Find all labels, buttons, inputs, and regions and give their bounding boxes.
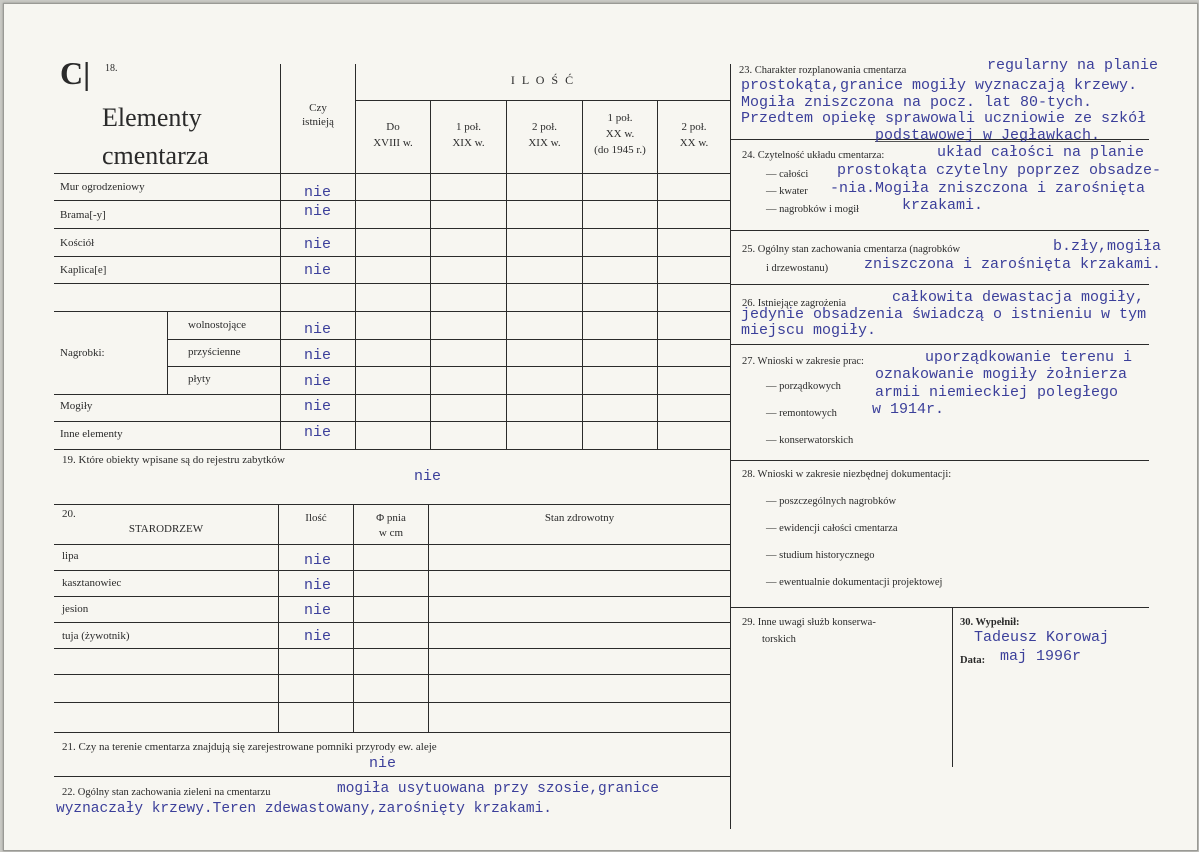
grid-line (506, 100, 507, 449)
q28-sub: — ewidencji całości cmentarza (766, 523, 898, 534)
grid-line (355, 100, 730, 101)
q26-line3: miejscu mogiły. (741, 322, 877, 339)
corner-number: 18. (105, 63, 118, 74)
row-value: nie (304, 203, 332, 220)
period-col-1: XVIII w. (373, 137, 413, 149)
q30-name: Tadeusz Korowaj (974, 629, 1110, 646)
grid-line (428, 504, 429, 732)
period-col-1: Do (386, 121, 400, 133)
q23-line2: prostokąta,granice mogiły wyznaczają krzewy. (741, 77, 1138, 94)
q28-label: 28. Wnioski w zakresie niezbędnej dokumentacji: (742, 469, 952, 480)
period-col-3: XIX w. (528, 137, 561, 149)
q22-line1: mogiła usytuowana przy szosie,granice (337, 781, 659, 797)
q24-sub: — nagrobków i mogił (766, 204, 860, 215)
q20-number: 20. (62, 508, 76, 520)
grid-line (54, 504, 730, 505)
q25-label2: i drzewostanu) (766, 263, 829, 274)
grid-line (167, 339, 730, 340)
q26-line1: całkowita dewastacja mogiły, (892, 289, 1145, 306)
grid-line (54, 311, 730, 312)
q21-label: 21. Czy na terenie cmentarza znajdują się zarejestrowane pomniki przyrody ew. aleje (62, 741, 437, 753)
tree-value: nie (304, 628, 332, 645)
grid-line (54, 449, 730, 450)
grid-line (54, 394, 730, 395)
q27-line3: armii niemieckiej poległego (875, 384, 1119, 401)
grid-line (167, 311, 168, 394)
q29-label: 29. Inne uwagi służb konserwa- (742, 617, 876, 628)
period-col-3: 2 poł. (531, 121, 558, 133)
grid-line (54, 570, 730, 571)
row-label: Mur ogrodzeniowy (60, 181, 145, 193)
q20-header-diam: Φ pnia (376, 512, 406, 524)
row-label: Inne elementy (60, 428, 123, 440)
q24-sub: — kwater (766, 186, 808, 197)
grid-line (731, 230, 1149, 231)
nagrobki-sub-label: płyty (188, 373, 211, 385)
q27-line4: w 1914r. (872, 401, 945, 418)
q28-sub: — studium historycznego (766, 550, 875, 561)
row-label: Brama[-y] (60, 209, 106, 221)
row-value: nie (304, 184, 332, 201)
period-col-5: XX w. (679, 137, 709, 149)
q20-header-name: STARODRZEW (128, 523, 204, 535)
row-value: nie (304, 424, 332, 441)
q24-label: 24. Czytelność układu cmentarza: (742, 150, 885, 161)
tree-name: tuja (żywotnik) (62, 630, 130, 642)
tree-value: nie (304, 552, 332, 569)
nagrobki-label: Nagrobki: (60, 347, 105, 359)
row-label: Kaplica[e] (60, 264, 107, 276)
q26-line2: jedynie obsadzenia świadczą o istnieniu w tym (741, 306, 1147, 323)
row-value: nie (304, 398, 332, 415)
section-title-line2: cmentarza (102, 141, 209, 170)
q30-date: maj 1996r (1000, 648, 1082, 665)
nagrobki-value: nie (304, 347, 332, 364)
q21-value: nie (369, 755, 397, 772)
grid-line (54, 732, 730, 733)
record-card (3, 3, 1198, 851)
period-col-4: (do 1945 r.) (594, 144, 646, 156)
grid-line (54, 674, 730, 675)
q25-label: 25. Ogólny stan zachowania cmentarza (nagrobków (742, 244, 961, 255)
q27-line2: oznakowanie mogiły żołnierza (875, 366, 1128, 383)
grid-line (54, 702, 730, 703)
q27-sub: — konserwatorskich (766, 435, 854, 446)
q24-sub: — całości (766, 169, 809, 180)
grid-line (167, 366, 730, 367)
grid-line (54, 228, 730, 229)
q23-line4: Przedtem opiekę sprawowali uczniowie ze szkół (741, 110, 1147, 127)
q23-line3: Mogiła zniszczona na pocz. lat 80-tych. (741, 94, 1093, 111)
col-exists-l2: istnieją (302, 116, 334, 128)
q24-line4: krzakami. (902, 197, 984, 214)
grid-line (731, 344, 1149, 345)
q24-line1: układ całości na planie (937, 144, 1145, 161)
q30-date-label: Data: (960, 655, 986, 666)
grid-line (54, 622, 730, 623)
period-col-2: 1 poł. (455, 121, 482, 133)
row-value: nie (304, 262, 332, 279)
grid-line (54, 200, 730, 201)
q25-line2: zniszczona i zarośnięta krzakami. (864, 256, 1162, 273)
tree-value: nie (304, 602, 332, 619)
period-col-5: 2 poł. (681, 121, 707, 133)
q25-line1: b.zły,mogiła (1053, 238, 1162, 255)
q27-sub: — remontowych (766, 408, 837, 419)
q22-label: 22. Ogólny stan zachowania zieleni na cmentarzu (62, 787, 271, 798)
q20-header-health: Stan zdrowotny (544, 512, 615, 524)
grid-line (730, 64, 731, 829)
nagrobki-sub-label: przyścienne (188, 346, 241, 358)
tree-name: jesion (62, 603, 89, 615)
grid-line (731, 460, 1149, 461)
q26-label: 26. Istniejące zagrożenia (742, 298, 847, 309)
nagrobki-sub-label: wolnostojące (188, 319, 247, 331)
period-col-2: XIX w. (452, 137, 485, 149)
grid-line (54, 776, 730, 777)
q19-value: nie (414, 468, 442, 485)
q27-label: 27. Wnioski w zakresie prac: (742, 356, 864, 367)
grid-line (54, 648, 730, 649)
col-exists-l1: Czy (309, 102, 327, 114)
q22-line2: wyznaczały krzewy.Teren zdewastowany,zarośnięty krzakami. (56, 801, 552, 817)
q30-label: 30. Wypełnił: (960, 617, 1020, 628)
grid-line (731, 607, 1149, 608)
grid-line (54, 173, 730, 174)
nagrobki-value: nie (304, 373, 332, 390)
q19-label: 19. Które obiekty wpisane są do rejestru zabytków (62, 454, 285, 466)
grid-line (657, 100, 658, 449)
nagrobki-value: nie (304, 321, 332, 338)
grid-line (430, 100, 431, 449)
grid-line (54, 421, 730, 422)
q20-header-diam-unit: w cm (378, 527, 404, 539)
grid-line (54, 544, 730, 545)
ilosc-header: I L O Ś Ć (510, 73, 576, 87)
section-title-line1: Elementy (102, 103, 202, 132)
q23-line5: podstawowej w Jegławkach. (875, 127, 1101, 144)
period-col-4: 1 poł. (607, 112, 633, 124)
row-value: nie (304, 236, 332, 253)
grid-line (54, 256, 730, 257)
q23-line1: regularny na planie (987, 57, 1159, 74)
tree-name: lipa (62, 550, 79, 562)
period-col-4: XX w. (605, 128, 635, 140)
grid-line (278, 504, 279, 732)
q24-line3: -nia.Mogiła zniszczona i zarośnięta (830, 180, 1146, 197)
tree-value: nie (304, 577, 332, 594)
q23-label: 23. Charakter rozplanowania cmentarza (739, 65, 907, 76)
q24-line2: prostokąta czytelny poprzez obsadze- (837, 162, 1162, 179)
corner-code: C| (60, 55, 91, 91)
q29-label: torskich (762, 634, 796, 645)
grid-line (54, 283, 730, 284)
tree-name: kasztanowiec (62, 577, 122, 589)
q27-line1: uporządkowanie terenu i (925, 349, 1133, 366)
grid-line (952, 607, 953, 767)
grid-line (731, 284, 1149, 285)
q28-sub: — ewentualnie dokumentacji projektowej (766, 577, 943, 588)
grid-line (54, 596, 730, 597)
row-label: Mogiły (60, 400, 93, 412)
q27-sub: — porządkowych (766, 381, 841, 392)
q20-header-qty: Ilość (305, 512, 327, 524)
row-label: Kościół (60, 237, 95, 249)
q28-sub: — poszczególnych nagrobków (766, 496, 897, 507)
